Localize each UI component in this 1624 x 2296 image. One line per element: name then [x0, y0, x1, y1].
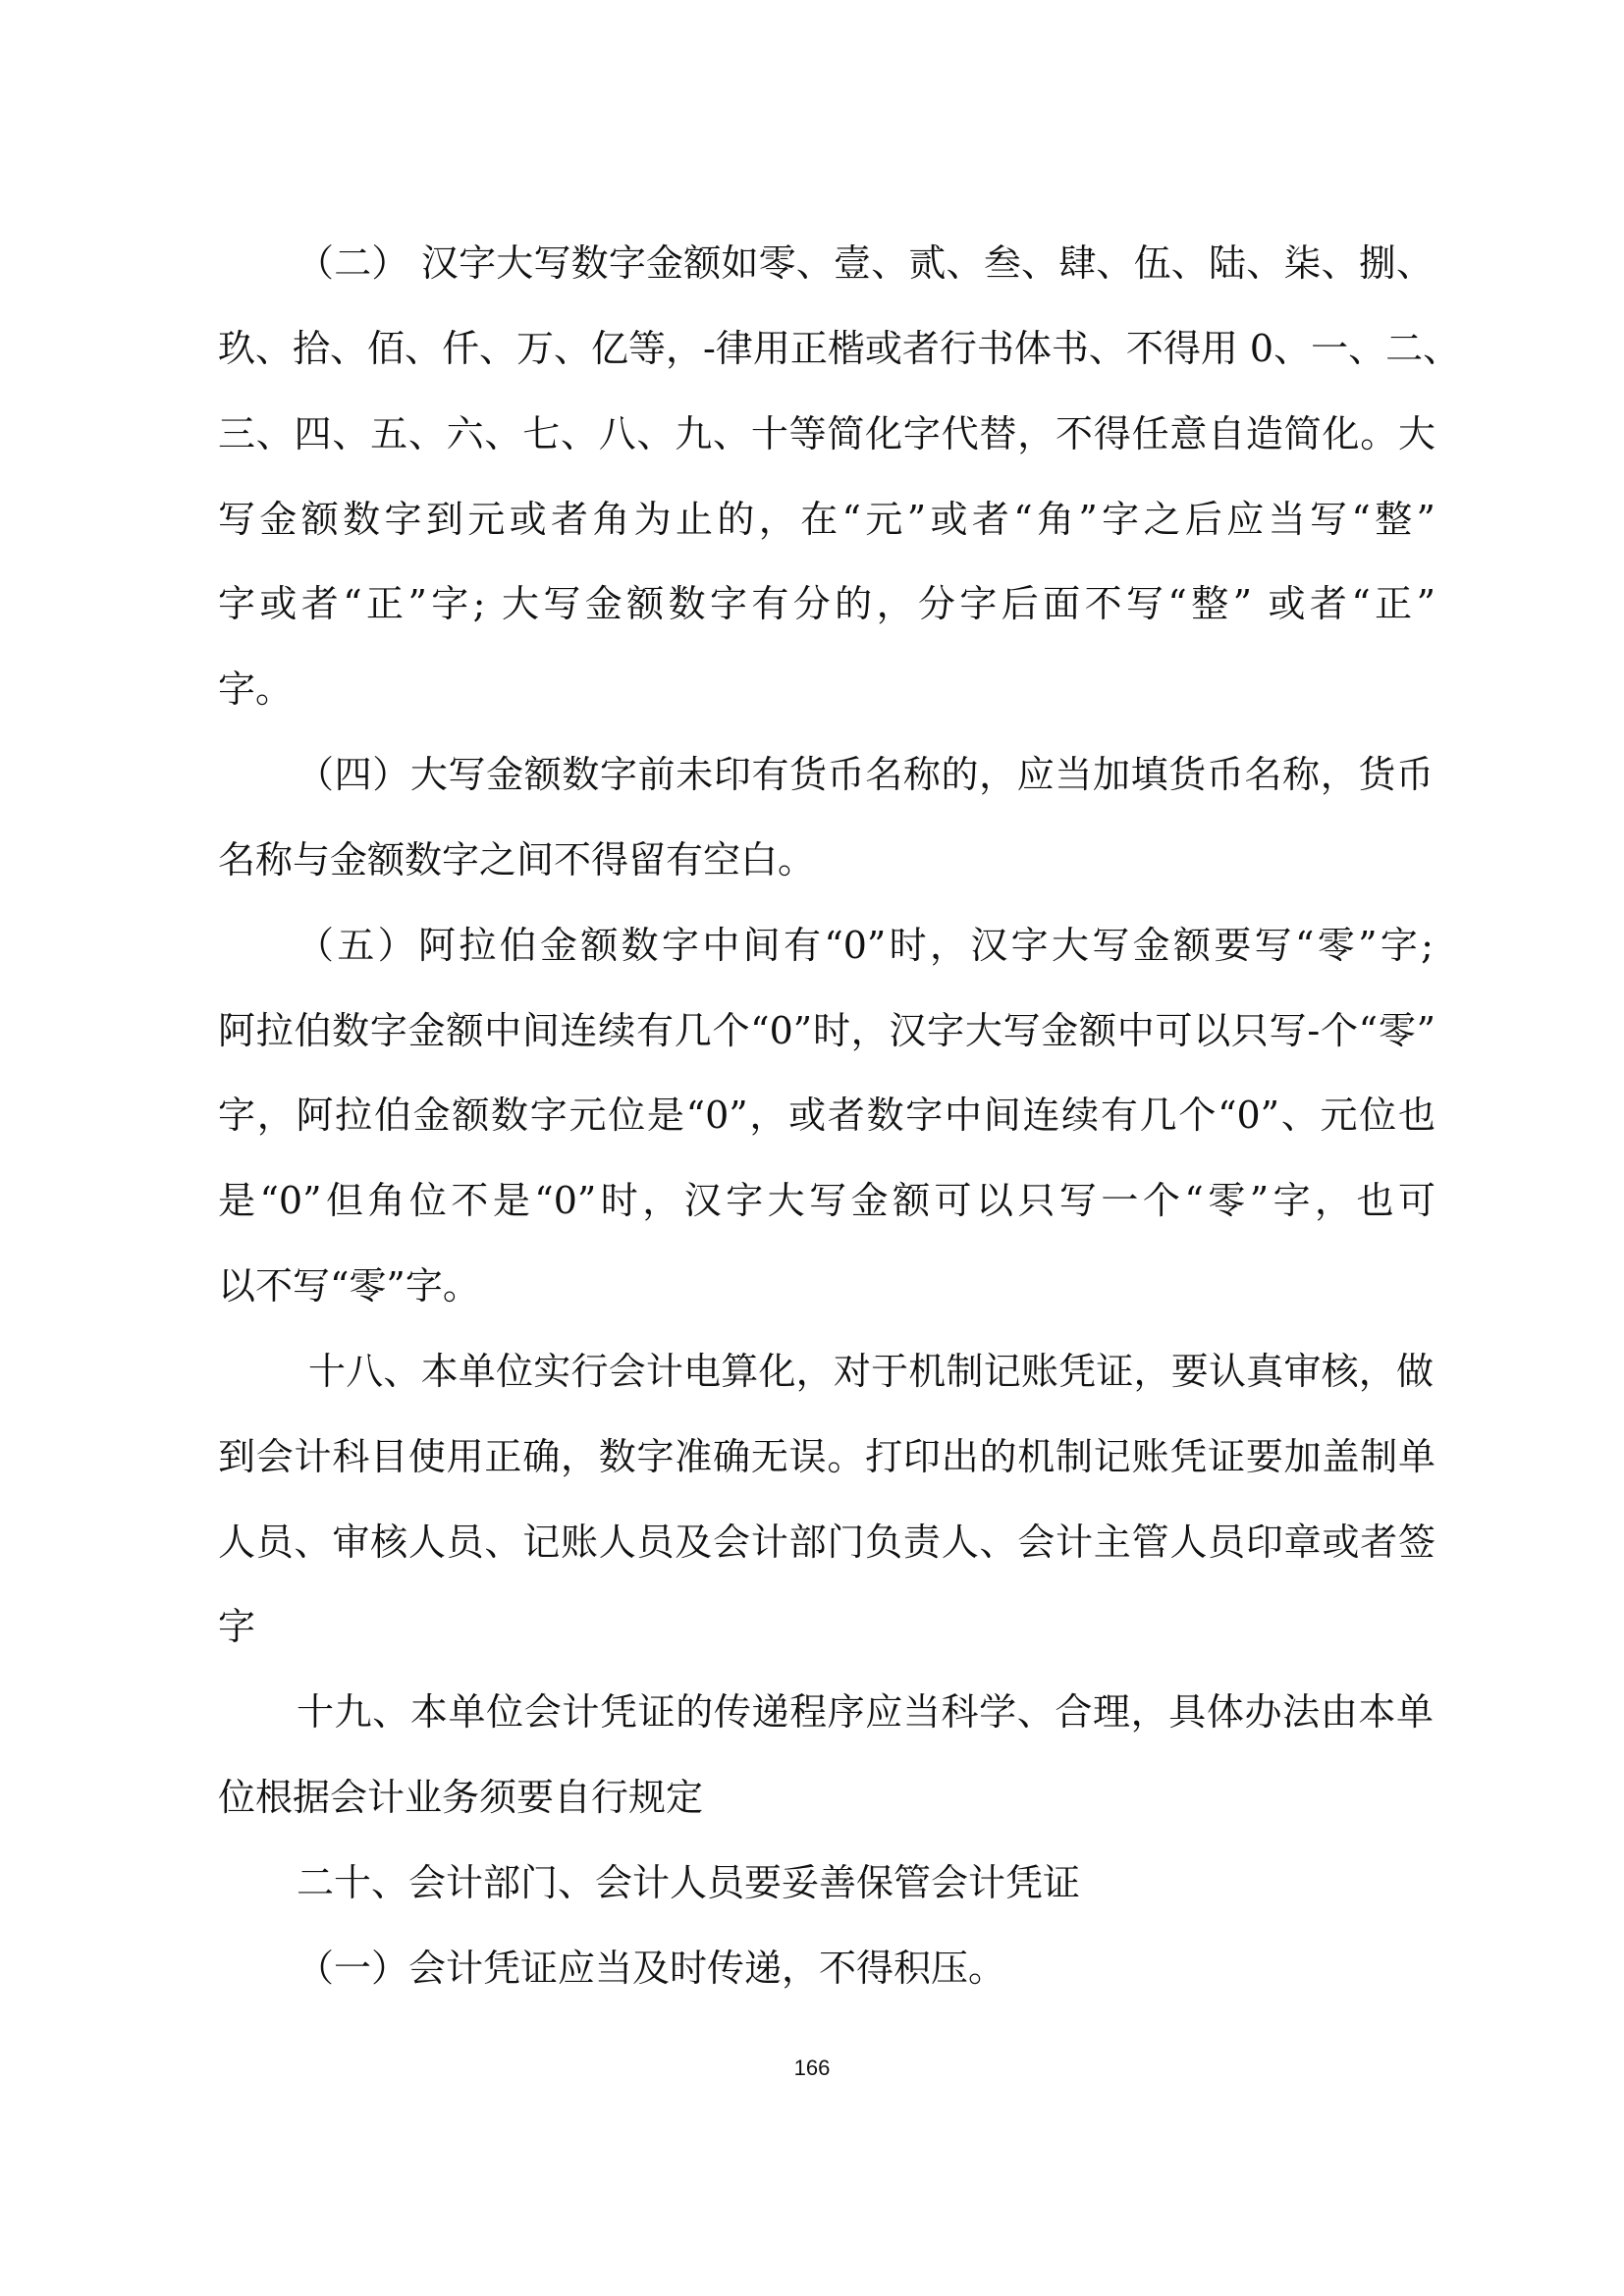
- section-18-line-4: 字: [218, 1605, 256, 1648]
- para-2-line-2: 玖、拾、佰、仟、万、亿等，-律用正楷或者行书体书、不得用 0、一、二、: [218, 327, 1461, 370]
- para-4-line-2: 名称与金额数字之间不得留有空白。: [218, 838, 816, 881]
- para-2-line-3: 三、四、五、六、七、八、九、十等简化字代替，不得任意自造简化。大: [218, 412, 1435, 455]
- para-2-line-6: 字。: [218, 667, 294, 711]
- section-19-line-1: 十九、本单位会计凭证的传递程序应当科学、合理，具体办法由本单: [297, 1690, 1434, 1734]
- section-18-line-3: 人员、审核人员、记账人员及会计部门负责人、会计主管人员印章或者签: [218, 1521, 1435, 1564]
- para-5-line-1: （五）阿拉伯金额数字中间有“0”时，汉字大写金额要写“零”字;: [297, 924, 1434, 967]
- para-2-line-5: 字或者“正”字; 大写金额数字有分的，分字后面不写“整” 或者“正”: [218, 582, 1435, 625]
- para-5-line-2: 阿拉伯数字金额中间连续有几个“0”时，汉字大写金额中可以只写-个“零”: [218, 1009, 1435, 1052]
- para-5-line-3: 字，阿拉伯金额数字元位是“0”，或者数字中间连续有几个“0”、元位也: [218, 1094, 1435, 1137]
- section-18-line-2: 到会计科目使用正确，数字准确无误。打印出的机制记账凭证要加盖制单: [218, 1435, 1435, 1478]
- section-20-item-1: （一）会计凭证应当及时传递，不得积压。: [297, 1947, 1006, 1990]
- section-18-line-1: 十八、本单位实行会计电算化，对于机制记账凭证，要认真审核，做: [308, 1350, 1434, 1393]
- para-4-line-1: （四）大写金额数字前未印有货币名称的，应当加填货币名称，货币: [297, 753, 1434, 796]
- para-2-line-4: 写金额数字到元或者角为止的，在“元”或者“角”字之后应当写“整”: [218, 498, 1435, 541]
- para-5-line-5: 以不写“零”字。: [218, 1264, 480, 1308]
- section-19-line-2: 位根据会计业务须要自行规定: [218, 1776, 704, 1819]
- page-number: 166: [793, 2056, 831, 2080]
- section-20-heading: 二十、会计部门、会计人员要妥善保管会计凭证: [297, 1861, 1081, 1904]
- para-2-line-1: （二） 汉字大写数字金额如零、壹、贰、叁、肆、伍、陆、柒、捌、: [297, 241, 1434, 285]
- para-5-line-4: 是“0”但角位不是“0”时，汉字大写金额可以只写一个“零”字，也可: [218, 1179, 1435, 1222]
